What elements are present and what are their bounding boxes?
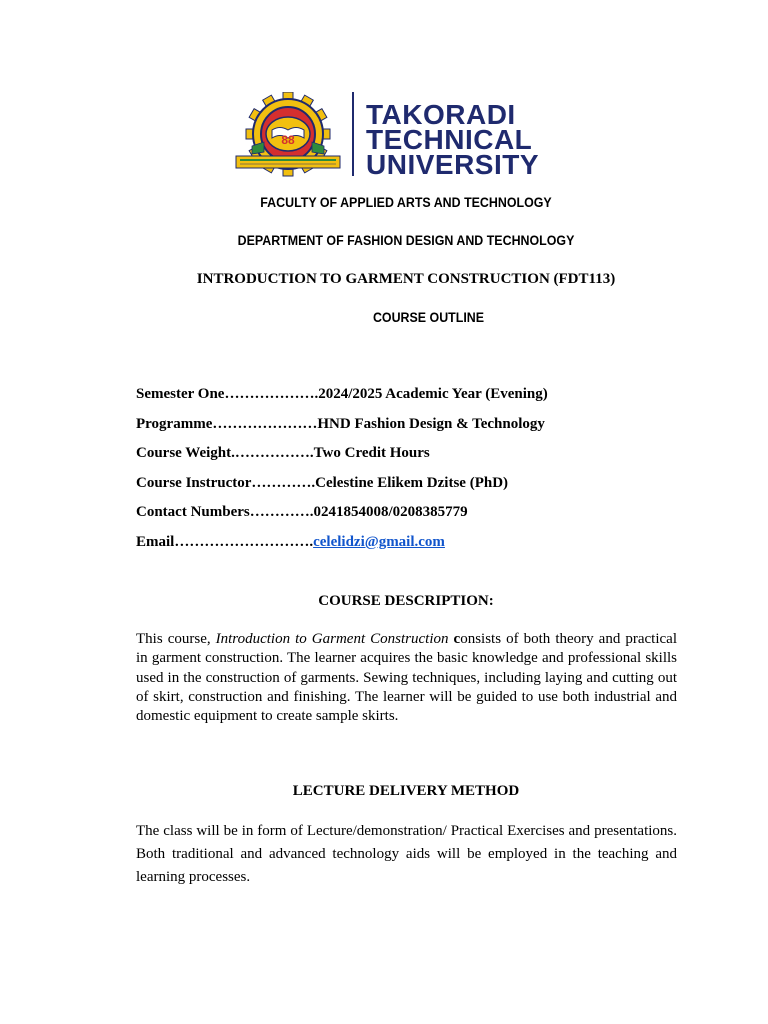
course-instructor-line: Course Instructor………….Celestine Elikem Dzitse (PhD) bbox=[136, 475, 509, 491]
university-crest-icon bbox=[232, 92, 354, 178]
email-link[interactable]: celelidzi@gmail.com bbox=[313, 534, 445, 550]
faculty-heading: FACULTY OF APPLIED ARTS AND TECHNOLOGY bbox=[260, 195, 552, 210]
course-description-heading: COURSE DESCRIPTION: bbox=[318, 593, 494, 609]
lecture-delivery-heading: LECTURE DELIVERY METHOD bbox=[292, 783, 520, 799]
course-description-paragraph bbox=[136, 630, 677, 726]
course-weight-line: Course Weight.…………….Two Credit Hours bbox=[136, 445, 430, 461]
semester-line: Semester One……………….2024/2025 Academic Year (Evening) bbox=[136, 386, 548, 402]
logo-line-1: TAKORADI bbox=[366, 99, 516, 130]
description-body: onsists of both theory and practical in garment construction. The learner acquires the basic knowledge and professional skills used in the construction of garments. Sewing techniques, including laying and cutting out of skirt, construction and finishing. The learner will be guided to use both industrial and domestic equipment to create sample skirts. bbox=[136, 631, 677, 725]
logo-wordmark bbox=[366, 99, 540, 180]
description-prefix: This course, bbox=[136, 631, 216, 647]
description-first-letter: c bbox=[453, 631, 461, 647]
lecture-delivery-paragraph: The class will be in form of Lecture/demonstration/ Practical Exercises and presentations. Both traditional and advanced technology aids will be employed in the teaching and learning processes. bbox=[136, 823, 677, 885]
contact-numbers-line: Contact Numbers………….0241854008/0208385779 bbox=[136, 504, 468, 520]
email-line bbox=[136, 534, 445, 551]
department-heading: DEPARTMENT OF FASHION DESIGN AND TECHNOLOGY bbox=[237, 233, 575, 248]
course-title-heading: INTRODUCTION TO GARMENT CONSTRUCTION (FDT113) bbox=[196, 271, 616, 287]
email-label: Email………………………. bbox=[136, 534, 314, 550]
course-name-italic: Introduction to Garment Construction bbox=[215, 631, 449, 647]
logo-line-2: TECHNICAL bbox=[366, 124, 533, 155]
crest-numeral: 88 bbox=[281, 133, 295, 147]
course-outline-heading: COURSE OUTLINE bbox=[372, 310, 485, 325]
logo-divider bbox=[352, 92, 354, 176]
programme-line: Programme…………………HND Fashion Design & Technology bbox=[136, 416, 545, 432]
university-logo bbox=[232, 92, 588, 178]
logo-line-3: UNIVERSITY bbox=[366, 149, 540, 180]
